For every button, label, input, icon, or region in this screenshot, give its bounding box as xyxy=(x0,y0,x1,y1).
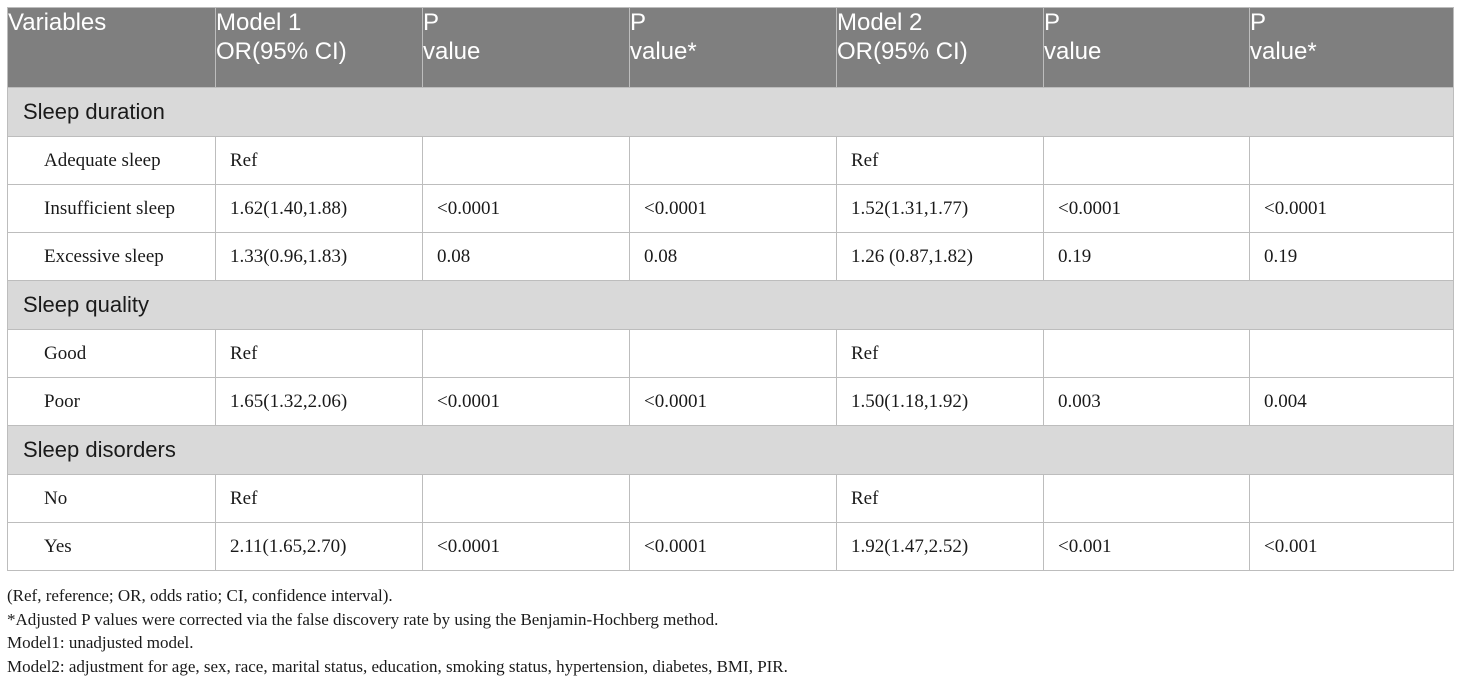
row-label: Excessive sleep xyxy=(8,233,216,281)
footnote-line: Model2: adjustment for age, sex, race, marital status, education, smoking status, hypertension, diabetes, BMI, PIR. xyxy=(7,656,788,676)
table-cell: <0.0001 xyxy=(423,523,630,571)
table-cell: <0.0001 xyxy=(630,185,837,233)
column-header-line1: P xyxy=(1250,9,1267,36)
table-header xyxy=(8,8,1454,88)
table-cell: 1.52(1.31,1.77) xyxy=(837,185,1044,233)
column-header xyxy=(1044,8,1250,88)
column-header-line2: OR(95% CI) xyxy=(216,38,347,65)
column-header xyxy=(423,8,630,88)
table-cell: <0.001 xyxy=(1250,523,1454,571)
row-label: Adequate sleep xyxy=(8,137,216,185)
column-header xyxy=(1250,8,1454,88)
table-cell: <0.0001 xyxy=(630,523,837,571)
table-cell xyxy=(423,137,630,185)
table-cell: 1.33(0.96,1.83) xyxy=(216,233,423,281)
table-cell xyxy=(1044,137,1250,185)
section-title: Sleep disorders xyxy=(8,426,1454,475)
section-title: Sleep duration xyxy=(8,88,1454,137)
table-row xyxy=(8,137,1454,185)
table-cell: Ref xyxy=(216,475,423,523)
table-row xyxy=(8,475,1454,523)
table-row xyxy=(8,330,1454,378)
table-cell xyxy=(1044,475,1250,523)
table-cell xyxy=(423,330,630,378)
column-header xyxy=(8,8,216,88)
table-cell: Ref xyxy=(216,137,423,185)
table-cell xyxy=(630,475,837,523)
footnote-line: Model1: unadjusted model. xyxy=(7,633,194,652)
table-cell xyxy=(1044,330,1250,378)
table-cell: <0.0001 xyxy=(1044,185,1250,233)
table-cell: 0.19 xyxy=(1250,233,1454,281)
table-cell xyxy=(1250,137,1454,185)
row-label: Poor xyxy=(8,378,216,426)
header-row xyxy=(8,8,1454,88)
row-label: No xyxy=(8,475,216,523)
column-header-line1: P xyxy=(630,9,647,36)
table-cell: <0.0001 xyxy=(423,378,630,426)
table-cell: 0.08 xyxy=(423,233,630,281)
column-header-line2: OR(95% CI) xyxy=(837,38,968,65)
table-cell xyxy=(630,330,837,378)
table-body xyxy=(8,88,1454,571)
row-label: Insufficient sleep xyxy=(8,185,216,233)
table-cell: <0.0001 xyxy=(1250,185,1454,233)
column-header-line1: Model 1 xyxy=(216,9,302,36)
table-cell: Ref xyxy=(837,475,1044,523)
row-label: Yes xyxy=(8,523,216,571)
column-header-line2: value xyxy=(423,38,481,65)
section-row xyxy=(8,426,1454,475)
section-row xyxy=(8,88,1454,137)
section-title: Sleep quality xyxy=(8,281,1454,330)
column-header-line2: value* xyxy=(1250,38,1317,65)
table-footnotes xyxy=(7,584,1453,678)
table-cell: 1.50(1.18,1.92) xyxy=(837,378,1044,426)
results-table xyxy=(7,7,1454,571)
table-cell: 0.003 xyxy=(1044,378,1250,426)
table-row xyxy=(8,185,1454,233)
column-header-line1: P xyxy=(1044,9,1061,36)
section-row xyxy=(8,281,1454,330)
table-row xyxy=(8,523,1454,571)
table-cell: 0.004 xyxy=(1250,378,1454,426)
column-header-line1: Variables xyxy=(8,9,107,36)
column-header-line1: P xyxy=(423,9,440,36)
table-cell xyxy=(423,475,630,523)
column-header xyxy=(216,8,423,88)
table-cell: <0.0001 xyxy=(630,378,837,426)
column-header xyxy=(837,8,1044,88)
table-cell: 1.92(1.47,2.52) xyxy=(837,523,1044,571)
table-cell: 0.19 xyxy=(1044,233,1250,281)
footnote-line: (Ref, reference; OR, odds ratio; CI, confidence interval). xyxy=(7,586,393,605)
table-row xyxy=(8,378,1454,426)
results-table-container xyxy=(7,7,1453,571)
table-cell: 1.65(1.32,2.06) xyxy=(216,378,423,426)
table-cell: 1.62(1.40,1.88) xyxy=(216,185,423,233)
table-cell: Ref xyxy=(216,330,423,378)
table-cell: Ref xyxy=(837,137,1044,185)
table-cell xyxy=(1250,330,1454,378)
row-label: Good xyxy=(8,330,216,378)
column-header-line2: value* xyxy=(630,38,697,65)
table-cell: Ref xyxy=(837,330,1044,378)
table-row xyxy=(8,233,1454,281)
column-header-line1: Model 2 xyxy=(837,9,923,36)
table-cell xyxy=(630,137,837,185)
table-cell: <0.001 xyxy=(1044,523,1250,571)
table-cell: 1.26 (0.87,1.82) xyxy=(837,233,1044,281)
table-cell: 2.11(1.65,2.70) xyxy=(216,523,423,571)
table-cell: 0.08 xyxy=(630,233,837,281)
column-header-line2: value xyxy=(1044,38,1102,65)
table-cell xyxy=(1250,475,1454,523)
footnote-line: *Adjusted P values were corrected via the false discovery rate by using the Benjamin-Hochberg method. xyxy=(7,609,719,629)
table-cell: <0.0001 xyxy=(423,185,630,233)
column-header xyxy=(630,8,837,88)
